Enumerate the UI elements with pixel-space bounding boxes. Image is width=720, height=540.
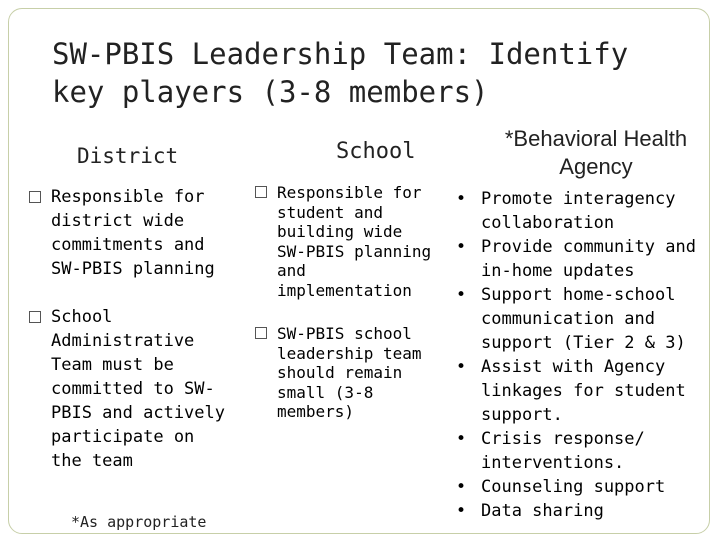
school-item-text: Responsible for student and building wide SW-PBIS planning and implementation bbox=[277, 183, 432, 300]
as-appropriate-note: *As appropriate bbox=[71, 513, 207, 531]
agency-column bbox=[451, 187, 711, 523]
round-bullet-icon: • bbox=[456, 237, 467, 257]
district-list-item bbox=[29, 185, 229, 281]
agency-item-text: Assist with Agency linkages for student support. bbox=[481, 357, 686, 425]
school-list-item bbox=[255, 324, 435, 422]
square-bullet-icon bbox=[255, 327, 267, 339]
slide-frame bbox=[8, 8, 710, 534]
district-column bbox=[29, 185, 229, 473]
agency-item-text: Data sharing bbox=[481, 501, 604, 521]
district-list-item bbox=[29, 305, 229, 473]
round-bullet-icon: • bbox=[456, 357, 467, 377]
slide-title: SW-PBIS Leadership Team: Identify key players (3-8 members) bbox=[52, 37, 629, 109]
district-item-text: School Administrative Team must be committed to SW-PBIS and actively participate on the team bbox=[51, 307, 225, 471]
agency-list-item bbox=[451, 499, 711, 523]
district-item-text: Responsible for district wide commitments and SW-PBIS planning bbox=[51, 187, 215, 279]
square-bullet-icon bbox=[29, 191, 41, 203]
round-bullet-icon: • bbox=[456, 477, 467, 497]
school-item-text: SW-PBIS school leadership team should remain small (3-8 members) bbox=[277, 324, 422, 421]
agency-list-item bbox=[451, 187, 711, 235]
round-bullet-icon: • bbox=[456, 285, 467, 305]
district-heading: District bbox=[77, 144, 179, 168]
school-list-item bbox=[255, 183, 435, 300]
agency-item-text: Crisis response/ interventions. bbox=[481, 429, 645, 473]
round-bullet-icon: • bbox=[456, 189, 467, 209]
agency-item-text: Counseling support bbox=[481, 477, 666, 497]
agency-item-text: Provide community and in-home updates bbox=[481, 237, 696, 281]
agency-heading: *Behavioral Health Agency bbox=[504, 126, 688, 179]
agency-item-text: Support home-school communication and support (Tier 2 & 3) bbox=[481, 285, 686, 353]
school-column bbox=[255, 183, 435, 422]
round-bullet-icon: • bbox=[456, 501, 467, 521]
agency-list-item bbox=[451, 355, 711, 427]
agency-list-item bbox=[451, 235, 711, 283]
round-bullet-icon: • bbox=[456, 429, 467, 449]
agency-list-item bbox=[451, 475, 711, 499]
square-bullet-icon bbox=[29, 311, 41, 323]
agency-list-item bbox=[451, 283, 711, 355]
school-heading: School bbox=[336, 139, 416, 164]
square-bullet-icon bbox=[255, 186, 267, 198]
agency-list-item bbox=[451, 427, 711, 475]
agency-item-text: Promote interagency collaboration bbox=[481, 189, 676, 233]
